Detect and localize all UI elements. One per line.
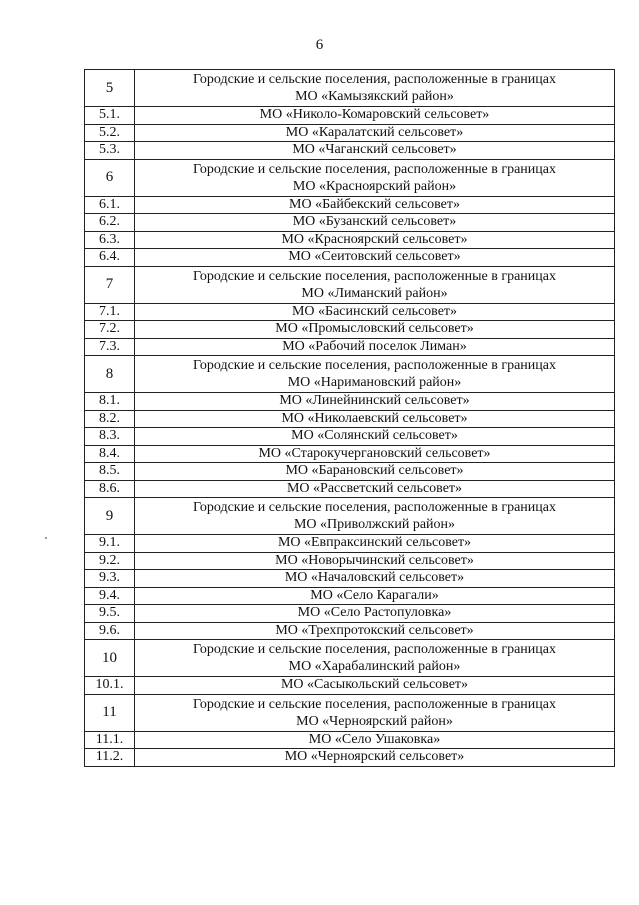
settlement-row — [85, 445, 615, 463]
settlement-name-cell: МО «Сасыкольский сельсовет» — [135, 677, 615, 695]
district-name-cell — [135, 70, 615, 107]
settlement-name-cell: МО «Старокучергановский сельсовет» — [135, 445, 615, 463]
district-description-line: Городские и сельские поселения, расположенные в границах — [193, 72, 556, 87]
row-number-cell: 8.2. — [85, 410, 135, 428]
district-name-cell — [135, 640, 615, 677]
row-number-cell: 8 — [85, 356, 135, 393]
settlement-name-cell: МО «Байбекский сельсовет» — [135, 196, 615, 214]
district-name-cell — [135, 498, 615, 535]
settlements-table — [84, 69, 615, 767]
settlement-name-cell: МО «Линейнинский сельсовет» — [135, 393, 615, 411]
district-description-line: Городские и сельские поселения, расположенные в границах — [193, 358, 556, 373]
settlement-name-cell: МО «Трехпротокский сельсовет» — [135, 622, 615, 640]
settlement-name-cell: МО «Село Карагали» — [135, 587, 615, 605]
row-number-cell: 6.1. — [85, 196, 135, 214]
row-number-cell: 6.2. — [85, 214, 135, 232]
row-number-cell: 8.4. — [85, 445, 135, 463]
settlement-name-cell: МО «Чаганский сельсовет» — [135, 142, 615, 160]
settlement-row — [85, 410, 615, 428]
settlement-row — [85, 480, 615, 498]
settlement-name-cell: МО «Николаевский сельсовет» — [135, 410, 615, 428]
settlement-name-cell: МО «Село Ушаковка» — [135, 731, 615, 749]
settlement-name-cell: МО «Барановский сельсовет» — [135, 463, 615, 481]
row-number-cell: 11 — [85, 694, 135, 731]
settlement-name-cell: МО «Промысловский сельсовет» — [135, 321, 615, 339]
settlement-row — [85, 552, 615, 570]
district-description-line: Городские и сельские поселения, расположенные в границах — [193, 161, 556, 177]
settlement-row — [85, 731, 615, 749]
settlement-name-cell: МО «Евпраксинский сельсовет» — [135, 535, 615, 553]
row-number-cell: 5.1. — [85, 107, 135, 125]
row-number-cell: 9.5. — [85, 605, 135, 623]
settlement-name-cell: МО «Началовский сельсовет» — [135, 570, 615, 588]
settlement-row — [85, 107, 615, 125]
settlement-name-cell: МО «Черноярский сельсовет» — [135, 749, 615, 767]
row-number-cell: 5.2. — [85, 124, 135, 142]
settlement-row — [85, 677, 615, 695]
settlement-row — [85, 535, 615, 553]
row-number-cell: 8.5. — [85, 463, 135, 481]
settlement-name-cell: МО «Каралатский сельсовет» — [135, 124, 615, 142]
settlement-row — [85, 428, 615, 446]
district-name-line: МО «Черноярский район» — [296, 713, 453, 729]
row-number-cell: 9 — [85, 498, 135, 535]
settlement-row — [85, 214, 615, 232]
row-number-cell: 7.3. — [85, 338, 135, 356]
settlement-row — [85, 570, 615, 588]
settlement-name-cell: МО «Бузанский сельсовет» — [135, 214, 615, 232]
row-number-cell: 7.1. — [85, 303, 135, 321]
district-description-line: Городские и сельские поселения, расположенные в границах — [193, 642, 556, 657]
row-number-cell: 7.2. — [85, 321, 135, 339]
district-name-line: МО «Красноярский район» — [292, 178, 457, 194]
settlement-name-cell: МО «Рассветский сельсовет» — [135, 480, 615, 498]
district-description-line: Городские и сельские поселения, расположенные в границах — [193, 696, 556, 712]
row-number-cell: 9.3. — [85, 570, 135, 588]
settlement-name-cell: МО «Новорычинский сельсовет» — [135, 552, 615, 570]
settlement-name-cell: МО «Красноярский сельсовет» — [135, 231, 615, 249]
district-name-cell — [135, 159, 615, 196]
settlement-name-cell: МО «Басинский сельсовет» — [135, 303, 615, 321]
row-number-cell: 11.1. — [85, 731, 135, 749]
district-header-row — [85, 640, 615, 677]
settlement-name-cell: МО «Николо-Комаровский сельсовет» — [135, 107, 615, 125]
settlement-name-cell: МО «Сеитовский сельсовет» — [135, 249, 615, 267]
settlement-row — [85, 303, 615, 321]
district-name-line: МО «Приволжский район» — [293, 517, 456, 532]
margin-dot — [45, 537, 47, 539]
row-number-cell: 5 — [85, 70, 135, 107]
district-header-row — [85, 159, 615, 196]
row-number-cell: 9.6. — [85, 622, 135, 640]
district-name-line: МО «Лиманский район» — [301, 285, 448, 301]
row-number-cell: 8.1. — [85, 393, 135, 411]
settlement-row — [85, 321, 615, 339]
district-name-line: МО «Камызякский район» — [295, 89, 454, 104]
settlements-table-body — [85, 70, 615, 767]
row-number-cell: 9.4. — [85, 587, 135, 605]
row-number-cell: 9.1. — [85, 535, 135, 553]
row-number-cell: 6.4. — [85, 249, 135, 267]
district-name-line: МО «Наримановский район» — [287, 375, 462, 390]
settlement-row — [85, 338, 615, 356]
district-header-row — [85, 498, 615, 535]
row-number-cell: 8.6. — [85, 480, 135, 498]
page-number: 6 — [315, 37, 324, 53]
settlement-row — [85, 231, 615, 249]
district-description-line: Городские и сельские поселения, расположенные в границах — [193, 268, 556, 284]
settlement-name-cell: МО «Село Растопуловка» — [135, 605, 615, 623]
settlement-row — [85, 622, 615, 640]
district-name-line: МО «Харабалинский район» — [288, 659, 461, 674]
row-number-cell: 11.2. — [85, 749, 135, 767]
district-header-row — [85, 70, 615, 107]
settlement-name-cell: МО «Рабочий поселок Лиман» — [135, 338, 615, 356]
settlement-row — [85, 587, 615, 605]
settlement-row — [85, 249, 615, 267]
settlement-row — [85, 393, 615, 411]
district-name-cell — [135, 266, 615, 303]
district-description-line: Городские и сельские поселения, расположенные в границах — [193, 500, 556, 515]
row-number-cell: 7 — [85, 266, 135, 303]
settlement-row — [85, 124, 615, 142]
settlement-row — [85, 196, 615, 214]
settlement-row — [85, 463, 615, 481]
settlement-row — [85, 749, 615, 767]
settlement-name-cell: МО «Солянский сельсовет» — [135, 428, 615, 446]
row-number-cell: 6 — [85, 159, 135, 196]
row-number-cell: 9.2. — [85, 552, 135, 570]
district-name-cell — [135, 356, 615, 393]
district-header-row — [85, 694, 615, 731]
settlement-row — [85, 142, 615, 160]
district-header-row — [85, 266, 615, 303]
district-name-cell — [135, 694, 615, 731]
row-number-cell: 6.3. — [85, 231, 135, 249]
row-number-cell: 10.1. — [85, 677, 135, 695]
settlement-row — [85, 605, 615, 623]
district-header-row — [85, 356, 615, 393]
row-number-cell: 5.3. — [85, 142, 135, 160]
row-number-cell: 10 — [85, 640, 135, 677]
row-number-cell: 8.3. — [85, 428, 135, 446]
